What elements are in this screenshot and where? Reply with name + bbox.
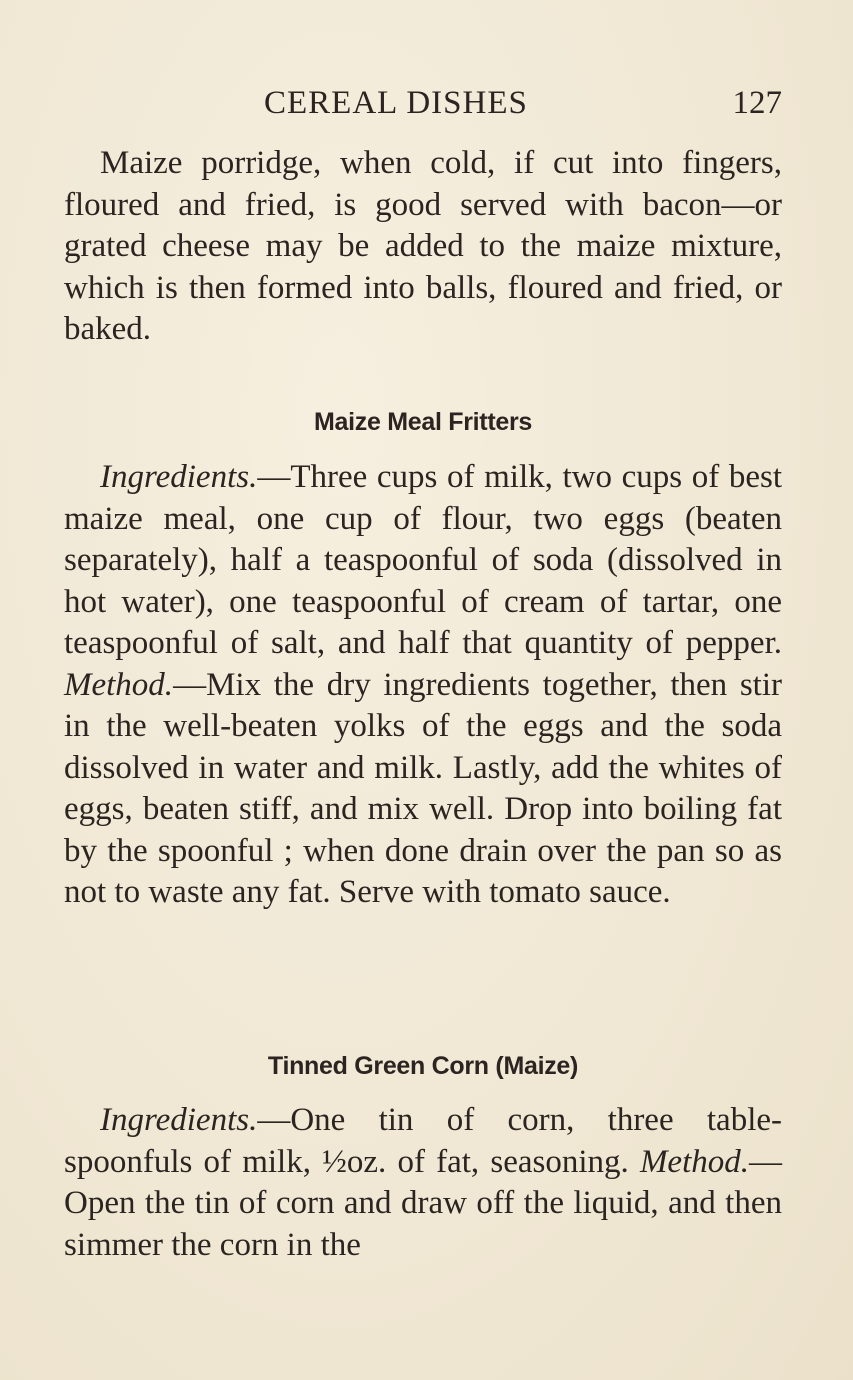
recipe-tinned-green-corn-body [64,1100,782,1266]
ingredients-label: Ingredients. [100,1102,258,1138]
method-text: —Open the tin of corn and draw off the liquid, and then simmer the corn in the [64,1143,782,1263]
intro-paragraph-block [64,143,782,351]
ingredients-label: Ingredients. [100,459,258,495]
recipe-title-tinned-green-corn: Tinned Green Corn (Maize) [267,1052,579,1080]
page-number: 127 [732,85,782,121]
recipe-maize-meal-fritters-body [64,457,782,914]
intro-paragraph: Maize porridge, when cold, if cut into fingers, floured and fried, is good served with bacon—or grated cheese may be added to the maize mixture, which is then formed into balls, floured and fried, or baked. [64,145,782,347]
recipe-title-maize-meal-fritters: Maize Meal Fritters [314,408,532,436]
method-label: Method. [64,666,174,703]
recipe-paragraph [64,1100,782,1266]
page-header [64,80,782,126]
running-head: CEREAL DISHES [264,85,528,121]
recipe-paragraph [64,457,782,914]
method-text: —Mix the dry ingredients together, then stir in the well-beaten yolks of the eggs and the soda dissolved in water and milk. Lastly, add the whites of eggs, beaten stiff, and mix well. Drop into boiling fat by the spoonful ; when done drain over the pan so as not to waste any fat. Serve with tomato sauce. [64,666,782,910]
ingredients-text: —Three cups of milk, two cups of best maize meal, one cup of flour, two eggs (beaten separately), half a teaspoonful of soda (dissolved in hot water), one teaspoonful of cream of tartar, one teaspoonful of salt, and half that quantity of pepper. [64,459,782,661]
method-label: Method. [639,1143,749,1180]
ingredients-text: —One tin of corn, three table-spoonfuls of milk, ½oz. of fat, seasoning. [64,1102,782,1180]
